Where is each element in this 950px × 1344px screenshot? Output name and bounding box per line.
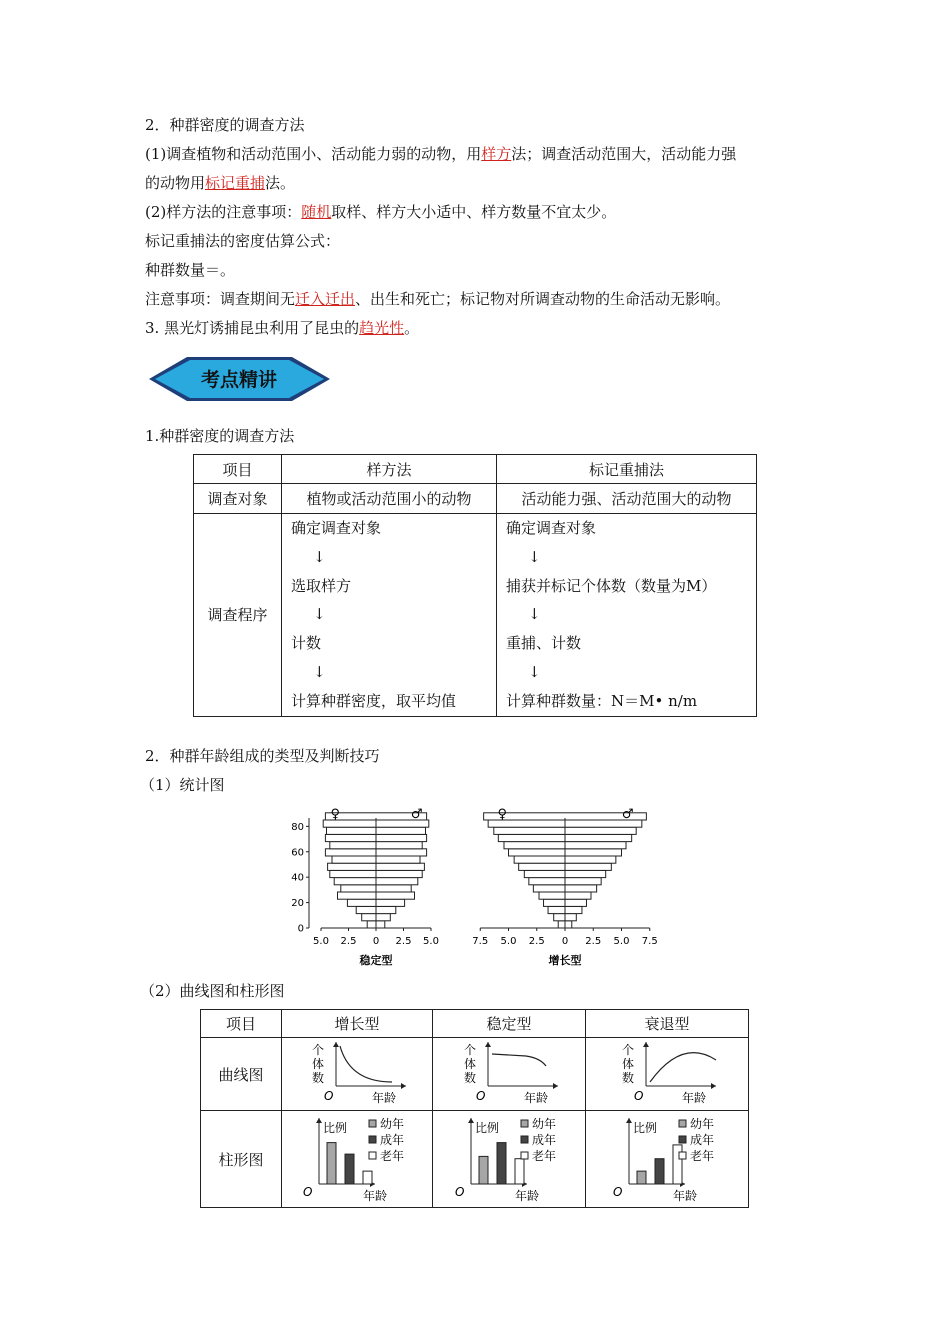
y-axis-label: 体 — [463, 1057, 477, 1071]
table-header: 项目 — [201, 1010, 282, 1038]
curve-cell-stable — [433, 1038, 586, 1111]
y-axis-arrow — [468, 1118, 474, 1123]
answer-quadrat: 样方 — [481, 145, 512, 163]
table-cell: 曲线图 — [201, 1038, 282, 1111]
pyramid-x-tick-label: 7.5 — [641, 936, 658, 947]
curve-cell-declining — [586, 1038, 749, 1111]
y-axis-label: 比例 — [633, 1121, 658, 1135]
origin-label: O — [324, 1089, 334, 1103]
text-line: 注意事项：调查期间无迁入迁出、出生和死亡；标记物对所调查动物的生命活动无影响。 — [145, 290, 731, 308]
origin-label: O — [476, 1089, 486, 1103]
male-symbol: ♂ — [621, 807, 634, 822]
pyramid-x-tick-label: 5.0 — [423, 936, 439, 947]
pyramid-x-tick-label: 5.0 — [500, 936, 517, 947]
origin-label: O — [613, 1185, 623, 1199]
heading-density-methods: 2．种群密度的调查方法 — [145, 116, 305, 134]
bar-cell-declining — [586, 1111, 749, 1208]
legend-swatch — [679, 1152, 686, 1159]
age-bar — [345, 1154, 354, 1184]
origin-label: O — [634, 1089, 644, 1103]
x-axis-label: 年龄 — [371, 1091, 397, 1105]
legend-label: 成年 — [690, 1133, 715, 1147]
origin-label: O — [455, 1185, 465, 1199]
answer-mark-recapture: 标记重捕 — [205, 174, 266, 192]
text-line: (1)调查植物和活动范围小、活动能力弱的动物，用样方法；调查活动范围大，活动能力强 — [145, 145, 737, 163]
quadrat-procedure: 确定调查对象 ↓ 选取样方 ↓ 计数 ↓ 计算种群密度，取平均值 — [282, 514, 497, 717]
table-header: 项目 — [194, 455, 282, 484]
x-axis-label: 年龄 — [523, 1091, 549, 1105]
answer-phototaxis: 趋光性 — [359, 319, 405, 337]
table-header: 衰退型 — [586, 1010, 749, 1038]
legend-label: 老年 — [532, 1149, 557, 1163]
legend-label: 老年 — [380, 1149, 405, 1163]
legend-swatch — [521, 1152, 528, 1159]
x-axis-label: 年龄 — [672, 1189, 698, 1203]
pyramid-x-tick-label: 7.5 — [472, 936, 489, 947]
y-axis-arrow — [626, 1118, 632, 1123]
legend-label: 成年 — [532, 1133, 557, 1147]
bar-cell-growing — [282, 1111, 433, 1208]
y-axis-arrow — [643, 1042, 649, 1047]
y-axis-arrow — [316, 1118, 322, 1123]
female-symbol: ♀ — [497, 807, 508, 822]
pyramid-growing — [455, 800, 670, 975]
age-bar — [327, 1143, 336, 1184]
pyramid-y-tick-label: 20 — [291, 898, 304, 910]
mark-recapture-procedure: 确定调查对象 ↓ 捕获并标记个体数（数量为M） ↓ 重捕、计数 ↓ 计算种群数量：N＝M• n/m — [497, 514, 757, 717]
pyramid-y-tick-label: 0 — [297, 923, 304, 935]
table-cell: 柱形图 — [201, 1111, 282, 1208]
pyramid-y-tick-label: 40 — [291, 872, 304, 884]
text-line: 种群数量＝。 — [145, 261, 236, 279]
bar-cell-stable — [433, 1111, 586, 1208]
legend-swatch — [521, 1136, 528, 1143]
methods-table — [193, 454, 757, 717]
y-axis-label: 数 — [621, 1071, 635, 1085]
pyramid-caption: 稳定型 — [359, 954, 393, 967]
pyramid-x-tick-label: 2.5 — [528, 936, 545, 947]
pyramid-y-tick-label: 60 — [291, 847, 304, 859]
y-axis-arrow — [485, 1042, 491, 1047]
age-bar — [515, 1159, 524, 1184]
table-header: 样方法 — [282, 455, 497, 484]
table-cell: 活动能力强、活动范围大的动物 — [497, 484, 757, 514]
y-axis-label: 比例 — [475, 1121, 500, 1135]
legend-label: 老年 — [690, 1149, 715, 1163]
pyramid-x-tick-label: 0 — [372, 936, 380, 947]
pyramid-x-tick-label: 5.0 — [613, 936, 630, 947]
pyramid-x-tick-label: 2.5 — [585, 936, 602, 947]
subsection-stat-chart: （1）统计图 — [140, 776, 225, 794]
male-symbol: ♂ — [410, 807, 423, 822]
pyramid-x-tick-label: 5.0 — [313, 936, 329, 947]
x-axis-arrow — [401, 1083, 406, 1089]
text-line: (2)样方法的注意事项：随机取样、样方大小适中、样方数量不宜太少。 — [145, 203, 617, 221]
x-axis-arrow — [553, 1083, 558, 1089]
y-axis-label: 个 — [463, 1043, 477, 1057]
text-line: 标记重捕法的密度估算公式： — [145, 232, 341, 250]
banner-key-points — [147, 355, 332, 403]
age-bar — [363, 1171, 372, 1184]
legend-swatch — [369, 1152, 376, 1159]
pyramid-x-tick-label: 2.5 — [395, 936, 412, 947]
pyramid-caption: 增长型 — [548, 954, 582, 967]
age-structure-table — [200, 1009, 749, 1208]
text-line: 的动物用标记重捕法。 — [145, 174, 296, 192]
y-axis-arrow — [333, 1042, 339, 1047]
pyramid-x-tick-label: 0 — [561, 936, 569, 947]
legend-swatch — [679, 1120, 686, 1127]
table-cell: 调查对象 — [194, 484, 282, 514]
legend-label: 幼年 — [690, 1117, 715, 1131]
origin-label: O — [303, 1185, 313, 1199]
y-axis-label: 体 — [621, 1057, 635, 1071]
legend-label: 幼年 — [532, 1117, 557, 1131]
legend-label: 成年 — [380, 1133, 405, 1147]
y-axis-label: 个 — [621, 1043, 635, 1057]
age-bar — [497, 1143, 506, 1184]
y-axis-label: 个 — [311, 1043, 325, 1057]
subsection-curve-bar: （2）曲线图和柱形图 — [140, 982, 285, 1000]
y-axis-label: 体 — [311, 1057, 325, 1071]
svg-text:考点精讲: 考点精讲 — [200, 369, 278, 391]
pyramid-stable — [285, 800, 445, 975]
section2-title: 2．种群年龄组成的类型及判断技巧 — [145, 747, 380, 765]
table-header: 标记重捕法 — [497, 455, 757, 484]
age-bar — [637, 1171, 646, 1184]
section1-title: 1.种群密度的调查方法 — [145, 427, 295, 445]
x-axis-arrow — [711, 1083, 716, 1089]
legend-swatch — [369, 1120, 376, 1127]
female-symbol: ♀ — [330, 807, 341, 822]
x-axis-label: 年龄 — [514, 1189, 540, 1203]
age-curve — [650, 1053, 716, 1082]
y-axis-label: 数 — [311, 1071, 325, 1085]
pyramid-y-tick-label: 80 — [291, 821, 304, 833]
x-axis-label: 年龄 — [681, 1091, 707, 1105]
table-cell: 植物或活动范围小的动物 — [282, 484, 497, 514]
answer-random: 随机 — [301, 203, 332, 221]
legend-swatch — [521, 1120, 528, 1127]
table-header: 稳定型 — [433, 1010, 586, 1038]
y-axis-label: 数 — [463, 1071, 477, 1085]
age-curve — [340, 1046, 392, 1082]
age-bar — [479, 1156, 488, 1184]
legend-swatch — [679, 1136, 686, 1143]
age-bar — [673, 1145, 682, 1184]
table-cell: 调查程序 — [194, 514, 282, 717]
text-line: 3. 黑光灯诱捕昆虫利用了昆虫的趋光性。 — [145, 319, 420, 337]
x-axis-label: 年龄 — [362, 1189, 388, 1203]
age-bar — [655, 1159, 664, 1184]
age-curve — [492, 1054, 546, 1066]
curve-cell-growing — [282, 1038, 433, 1111]
table-header: 增长型 — [282, 1010, 433, 1038]
legend-swatch — [369, 1136, 376, 1143]
legend-label: 幼年 — [380, 1117, 405, 1131]
y-axis-label: 比例 — [323, 1121, 348, 1135]
pyramid-x-tick-label: 2.5 — [340, 936, 357, 947]
answer-migration: 迁入迁出 — [295, 290, 356, 308]
